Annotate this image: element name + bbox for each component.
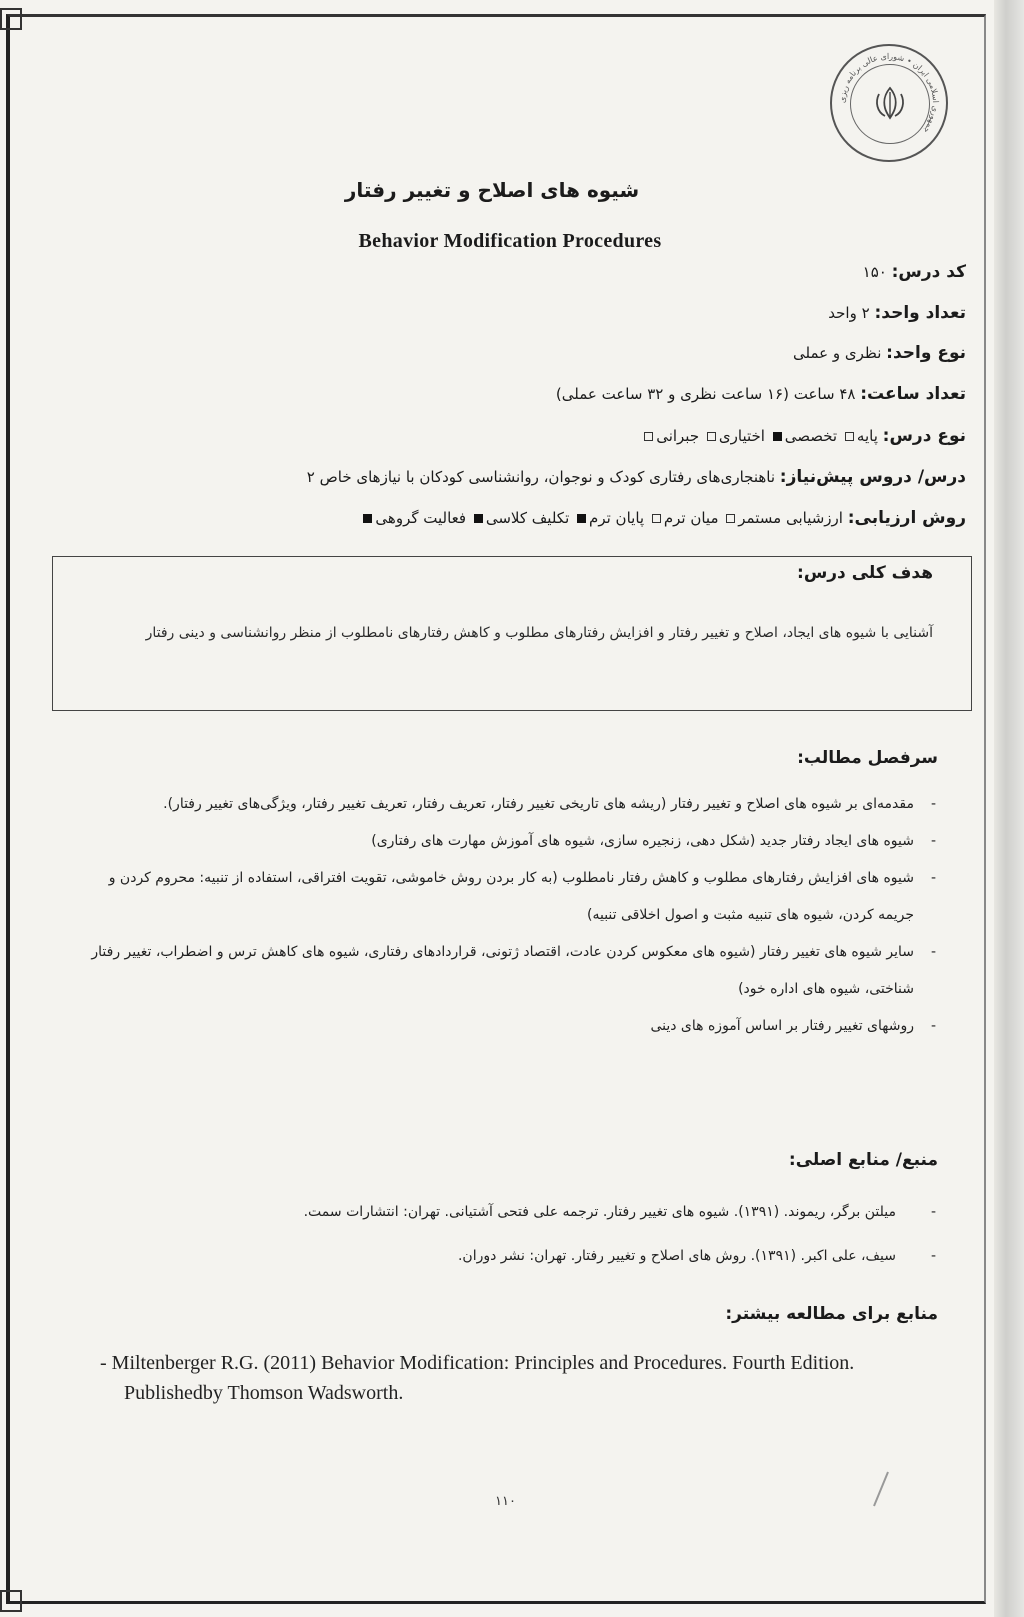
list-item: - شیوه های افزایش رفتارهای مطلوب و کاهش رفتار نامطلوب (به کار بردن روش خاموشی، تقویت افتراقی، استفاده از تنبیه: محروم کردن و جریمه کردن، شیوه های تنبیه مثبت و اصول اخلاقی تنبیه) bbox=[88, 860, 936, 934]
further-reading-item: - Miltenberger R.G. (2011) Behavior Modification: Principles and Procedures. Fourth Edition. Publishedby Thomson Wadsworth. bbox=[100, 1352, 855, 1404]
course-title-en: Behavior Modification Procedures bbox=[358, 230, 662, 252]
evaluation-option: فعالیت گروهی bbox=[360, 509, 466, 527]
corner-mark-bottom bbox=[0, 1590, 22, 1612]
evaluation-option: میان ترم bbox=[649, 509, 719, 527]
course-code-label: کد درس: bbox=[891, 262, 966, 282]
course-code-value: ۱۵۰ bbox=[862, 263, 887, 281]
course-goal-box bbox=[52, 556, 972, 711]
seal-ring-text: جمهوری اسلامی ایران • شورای عالی برنامه ریزی bbox=[837, 51, 941, 135]
checkbox-empty bbox=[726, 514, 735, 523]
course-title-fa: شیوه های اصلاح و تغییر رفتار bbox=[344, 178, 640, 202]
checkbox-empty bbox=[707, 432, 716, 441]
hours-row bbox=[556, 384, 966, 404]
evaluation-label: روش ارزیابی: bbox=[847, 508, 966, 528]
units-value: ۲ واحد bbox=[828, 304, 870, 322]
checkbox-filled bbox=[577, 514, 586, 523]
course-code-row bbox=[863, 262, 966, 282]
evaluation-option: تکلیف کلاسی bbox=[471, 509, 569, 527]
hours-value: ۴۸ ساعت (۱۶ ساعت نظری و ۳۲ ساعت عملی) bbox=[555, 385, 856, 403]
outline-heading: سرفصل مطالب: bbox=[797, 748, 938, 768]
evaluation-row bbox=[360, 508, 966, 528]
checkbox-empty bbox=[644, 432, 653, 441]
units-label: تعداد واحد: bbox=[874, 303, 966, 323]
sources-list bbox=[88, 1190, 936, 1278]
unit-type-value: نظری و عملی bbox=[793, 344, 882, 362]
course-type-label: نوع درس: bbox=[882, 426, 966, 446]
list-item: - روشهای تغییر رفتار بر اساس آموزه های دینی bbox=[88, 1008, 936, 1045]
university-seal bbox=[830, 44, 948, 162]
list-item: - سیف، علی اکبر. (۱۳۹۱). روش های اصلاح و تغییر رفتار. تهران: نشر دوران. bbox=[88, 1234, 936, 1278]
unit-type-label: نوع واحد: bbox=[886, 343, 966, 363]
corner-mark-top bbox=[0, 8, 22, 30]
course-type-option: جبرانی bbox=[641, 427, 699, 445]
checkbox-filled bbox=[773, 432, 782, 441]
course-type-row bbox=[641, 426, 966, 446]
units-row bbox=[828, 303, 966, 323]
prerequisites-label: درس/ دروس پیش‌نیاز: bbox=[779, 467, 966, 487]
page-number: ۱۱۰ bbox=[495, 1494, 516, 1509]
hours-label: تعداد ساعت: bbox=[860, 384, 966, 404]
checkbox-empty bbox=[652, 514, 661, 523]
prerequisites-value: ناهنجاری‌های رفتاری کودک و نوجوان، روانشناسی کودکان با نیازهای خاص ۲ bbox=[306, 468, 776, 486]
checkbox-empty bbox=[845, 432, 854, 441]
iran-emblem-icon bbox=[869, 82, 911, 124]
goal-text: آشنایی با شیوه های ایجاد، اصلاح و تغییر رفتار و افزایش رفتارهای مطلوب و کاهش رفتارهای نامطلوب از منظر روانشناسی و دینی رفتار bbox=[145, 625, 933, 641]
course-type-option: اختیاری bbox=[704, 427, 765, 445]
course-type-option: پایه bbox=[842, 427, 878, 445]
list-item: - شیوه های ایجاد رفتار جدید (شکل دهی، زنجیره سازی، شیوه های آموزش مهارت های رفتاری) bbox=[88, 823, 936, 860]
list-item: - میلتن برگر، ریموند. (۱۳۹۱). شیوه های تغییر رفتار. ترجمه علی فتحی آشتیانی. تهران: انتشارات سمت. bbox=[88, 1190, 936, 1234]
list-item: - سایر شیوه های تغییر رفتار (شیوه های معکوس کردن عادت، اقتصاد ژتونی، قراردادهای رفتاری، شیوه های کاهش ترس و اضطراب، تغییر رفتار شناختی، شیوه های اداره خود) bbox=[88, 934, 936, 1008]
pen-mark-icon bbox=[870, 1470, 892, 1510]
course-type-option: تخصصی bbox=[770, 427, 837, 445]
sources-heading: منبع/ منابع اصلی: bbox=[788, 1150, 938, 1170]
further-reading-heading: منابع برای مطالعه بیشتر: bbox=[725, 1304, 938, 1324]
checkbox-filled bbox=[363, 514, 372, 523]
checkbox-filled bbox=[474, 514, 483, 523]
list-item: - مقدمه‌ای بر شیوه های اصلاح و تغییر رفتار (ریشه های تاریخی تغییر رفتار، تعریف رفتار، تعریف تغییر رفتار، ویژگی‌های تغییر رفتار). bbox=[88, 786, 936, 823]
evaluation-option: پایان ترم bbox=[574, 509, 644, 527]
goal-heading: هدف کلی درس: bbox=[797, 563, 933, 583]
unit-type-row bbox=[793, 343, 966, 363]
evaluation-option: ارزشیابی مستمر bbox=[723, 509, 843, 527]
outline-list bbox=[88, 786, 936, 1045]
prerequisites-row bbox=[307, 467, 966, 487]
